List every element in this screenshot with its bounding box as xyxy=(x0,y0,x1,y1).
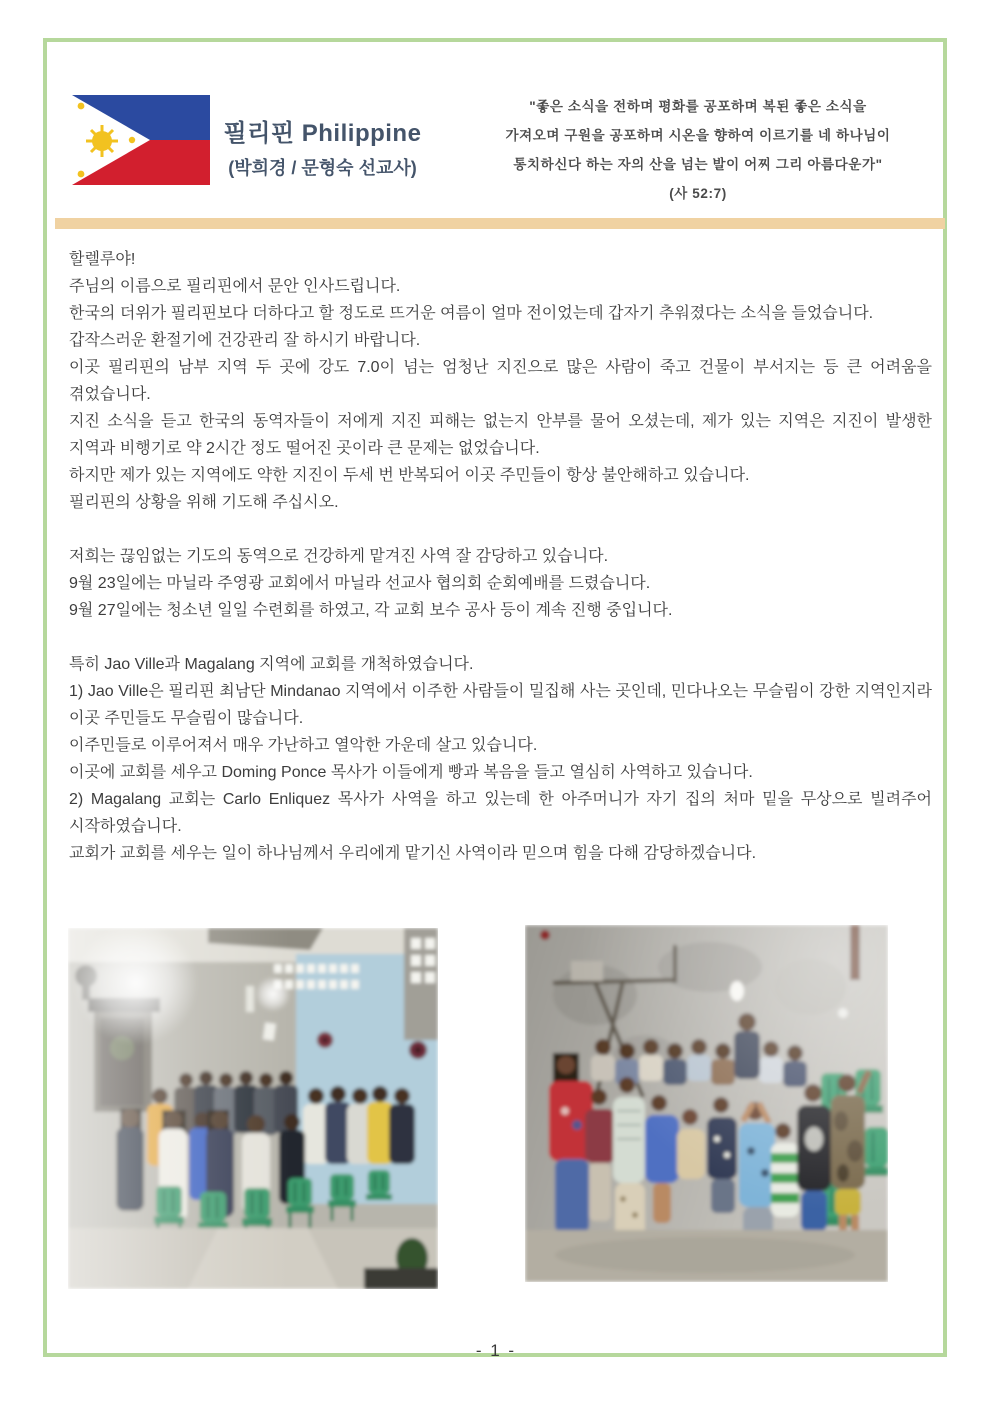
divider-bar xyxy=(55,218,945,229)
paragraph: 필리핀의 상황을 위해 기도해 주십시오. xyxy=(69,494,339,511)
paragraph: 주님의 이름으로 필리핀에서 문안 인사드립니다. xyxy=(69,278,401,295)
missionary-names-subtitle: (박희경 / 문형숙 선교사) xyxy=(228,158,417,178)
verse-reference: (사 52:7) xyxy=(669,186,727,201)
paragraph: 교회가 교회를 세우는 일이 하나님께서 우리에게 맡기신 사역이라 믿으며 힘을 다해 감당하겠습니다. xyxy=(69,845,757,862)
paragraph-blank xyxy=(69,516,932,543)
paragraph: 2) Magalang 교회는 Carlo Enliquez 목사가 사역을 하고 있는데 한 아주머니가 자기 집의 처마 밑을 무상으로 빌려주어 시작하였습니다. xyxy=(69,791,932,835)
paragraph: 저희는 끊임없는 기도의 동역으로 건강하게 맡겨진 사역 잘 감당하고 있습니다. xyxy=(69,548,609,565)
paragraph: 이주민들로 이루어져서 매우 가난하고 열악한 가운데 살고 있습니다. xyxy=(69,737,538,754)
paragraph: 할렐루야! xyxy=(69,251,136,268)
page-number: - 1 - xyxy=(475,1341,517,1360)
paragraph: 하지만 제가 있는 지역에도 약한 지진이 두세 번 반복되어 이곳 주민들이 항상 불안해하고 있습니다. xyxy=(69,467,750,484)
paragraph: 이곳에 교회를 세우고 Doming Ponce 목사가 이들에게 빵과 복음을 들고 열심히 사역하고 있습니다. xyxy=(69,764,753,781)
photo-church-congregation xyxy=(68,928,438,1289)
paragraph: 9월 27일에는 청소년 일일 수련회를 하였고, 각 교회 보수 공사 등이 계속 진행 중입니다. xyxy=(69,602,673,619)
paragraph: 한국의 더위가 필리핀보다 더하다고 할 정도로 뜨거운 여름이 얼마 전이었는데 갑자기 추워졌다는 소식을 들었습니다. xyxy=(69,305,874,322)
paragraph: 1) Jao Ville은 필리핀 최남단 Mindanao 지역에서 이주한 사람들이 밀집해 사는 곳인데, 민다나오는 무슬림이 강한 지역인지라 이곳 주민들도 무슬림이 많습니다. xyxy=(69,683,932,727)
paragraph-blank xyxy=(69,624,932,651)
verse-line: 통치하신다 하는 자의 산을 넘는 발이 어찌 그리 아름다운가" xyxy=(513,157,883,172)
bible-verse-block xyxy=(450,92,946,208)
paragraph: 갑작스러운 환절기에 건강관리 잘 하시기 바랍니다. xyxy=(69,332,421,349)
page-title: 필리핀 Philippine xyxy=(223,120,422,147)
verse-line: 가져오며 구원을 공포하며 시온을 향하여 이르기를 네 하나님이 xyxy=(505,128,891,143)
header-title-block xyxy=(200,113,445,180)
letter-body xyxy=(69,246,932,867)
paragraph: 9월 23일에는 마닐라 주영광 교회에서 마닐라 선교사 협의회 순회예배를 드렸습니다. xyxy=(69,575,651,592)
paragraph: 지진 소식을 듣고 한국의 동역자들이 저에게 지진 피해는 없는지 안부를 물어 오셨는데, 제가 있는 지역은 지진이 발생한 지역과 비행기로 약 2시간 정도 떨어진 곳이라 큰 문제는 없었습니다. xyxy=(69,413,932,457)
verse-line: "좋은 소식을 전하며 평화를 공포하며 복된 좋은 소식을 xyxy=(529,99,867,114)
photo-children-group xyxy=(525,925,888,1282)
paragraph: 특히 Jao Ville과 Magalang 지역에 교회를 개척하였습니다. xyxy=(69,656,474,673)
paragraph: 이곳 필리핀의 남부 지역 두 곳에 강도 7.0이 넘는 엄청난 지진으로 많은 사람이 죽고 건물이 부서지는 등 큰 어려움을 겪었습니다. xyxy=(69,359,932,403)
philippines-flag-icon xyxy=(72,95,210,185)
